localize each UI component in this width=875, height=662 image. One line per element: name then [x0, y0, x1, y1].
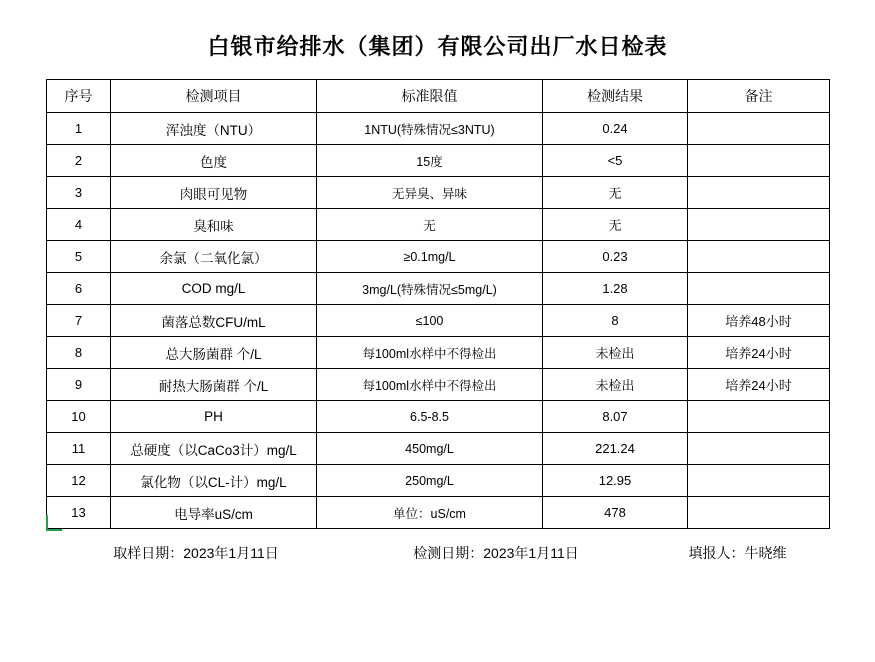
- cell-note: [688, 209, 830, 241]
- document-page: [0, 30, 875, 662]
- table-row: [47, 145, 830, 177]
- footer-row: [46, 543, 829, 563]
- table-row: [47, 497, 830, 529]
- cell-item: 余氯（二氧化氯）: [111, 241, 317, 273]
- cell-std: 3mg/L(特殊情况≤5mg/L): [317, 273, 543, 305]
- cell-result: 未检出: [543, 369, 688, 401]
- cell-result: 8.07: [543, 401, 688, 433]
- sample-date: [46, 543, 346, 563]
- cell-result: 无: [543, 209, 688, 241]
- cell-no: 6: [47, 273, 111, 305]
- cell-note: [688, 465, 830, 497]
- water-quality-table: [46, 79, 830, 529]
- reporter-label: 填报人：: [688, 545, 745, 561]
- cell-result: <5: [543, 145, 688, 177]
- cell-result: 未检出: [543, 337, 688, 369]
- cell-std: 无: [317, 209, 543, 241]
- cell-no: 8: [47, 337, 111, 369]
- cell-no: 3: [47, 177, 111, 209]
- cell-no: 1: [47, 113, 111, 145]
- cell-result: 无: [543, 177, 688, 209]
- table-row: [47, 273, 830, 305]
- cell-no: 5: [47, 241, 111, 273]
- column-header-note: 备注: [688, 80, 830, 113]
- cell-item: 耐热大肠菌群 个/L: [111, 369, 317, 401]
- cell-item: PH: [111, 401, 317, 433]
- cell-result: 8: [543, 305, 688, 337]
- table-row: [47, 369, 830, 401]
- cell-note: 培养48小时: [688, 305, 830, 337]
- column-header-std: 标准限值: [317, 80, 543, 113]
- cell-item: 肉眼可见物: [111, 177, 317, 209]
- cell-item: 菌落总数CFU/mL: [111, 305, 317, 337]
- cell-no: 2: [47, 145, 111, 177]
- table-row: [47, 113, 830, 145]
- cell-result: 221.24: [543, 433, 688, 465]
- sample-date-value: 2023年1月11日: [183, 545, 279, 561]
- cell-result: 0.23: [543, 241, 688, 273]
- cell-note: [688, 273, 830, 305]
- cell-std: 450mg/L: [317, 433, 543, 465]
- cell-std: 1NTU(特殊情况≤3NTU): [317, 113, 543, 145]
- cell-item: 色度: [111, 145, 317, 177]
- reporter: [646, 543, 829, 563]
- cell-item: 浑浊度（NTU）: [111, 113, 317, 145]
- sample-date-label: 取样日期：: [113, 545, 184, 561]
- cell-std: 15度: [317, 145, 543, 177]
- table-row: [47, 305, 830, 337]
- cell-item: 氯化物（以CL-计）mg/L: [111, 465, 317, 497]
- cell-item: 总硬度（以CaCo3计）mg/L: [111, 433, 317, 465]
- cell-std: 每100ml水样中不得检出: [317, 337, 543, 369]
- cell-note: [688, 145, 830, 177]
- test-date-value: 2023年1月11日: [483, 545, 579, 561]
- cell-item: 臭和味: [111, 209, 317, 241]
- cell-result: 0.24: [543, 113, 688, 145]
- cell-std: ≤100: [317, 305, 543, 337]
- cell-note: 培养24小时: [688, 369, 830, 401]
- cell-std: ≥0.1mg/L: [317, 241, 543, 273]
- table-header-row: [47, 80, 830, 113]
- cell-result: 12.95: [543, 465, 688, 497]
- cell-no: 9: [47, 369, 111, 401]
- cell-note: [688, 177, 830, 209]
- cell-note: 培养24小时: [688, 337, 830, 369]
- cell-no: 7: [47, 305, 111, 337]
- cell-item: 电导率uS/cm: [111, 497, 317, 529]
- cell-no: 11: [47, 433, 111, 465]
- cell-std: 无异臭、异味: [317, 177, 543, 209]
- cell-item: 总大肠菌群 个/L: [111, 337, 317, 369]
- cell-note: [688, 497, 830, 529]
- column-header-result: 检测结果: [543, 80, 688, 113]
- cell-std: 单位：uS/cm: [317, 497, 543, 529]
- page-title: 白银市给排水（集团）有限公司出厂水日检表: [207, 34, 668, 59]
- test-date-label: 检测日期：: [413, 545, 484, 561]
- table-body: [47, 113, 830, 529]
- cell-no: 13: [47, 497, 111, 529]
- cell-std: 6.5-8.5: [317, 401, 543, 433]
- cell-no: 12: [47, 465, 111, 497]
- test-date: [346, 543, 646, 563]
- table-row: [47, 209, 830, 241]
- cell-note: [688, 401, 830, 433]
- cell-note: [688, 113, 830, 145]
- table-row: [47, 241, 830, 273]
- table-row: [47, 177, 830, 209]
- report-table-wrapper: [46, 79, 829, 529]
- cell-std: 每100ml水样中不得检出: [317, 369, 543, 401]
- table-row: [47, 433, 830, 465]
- cell-item: COD mg/L: [111, 273, 317, 305]
- column-header-item: 检测项目: [111, 80, 317, 113]
- table-row: [47, 401, 830, 433]
- table-row: [47, 337, 830, 369]
- cell-result: 478: [543, 497, 688, 529]
- reporter-value: 牛晓维: [744, 545, 787, 561]
- table-header: [47, 80, 830, 113]
- cell-note: [688, 433, 830, 465]
- cell-note: [688, 241, 830, 273]
- cell-result: 1.28: [543, 273, 688, 305]
- cell-no: 10: [47, 401, 111, 433]
- column-header-no: 序号: [47, 80, 111, 113]
- cell-no: 4: [47, 209, 111, 241]
- table-row: [47, 465, 830, 497]
- cell-std: 250mg/L: [317, 465, 543, 497]
